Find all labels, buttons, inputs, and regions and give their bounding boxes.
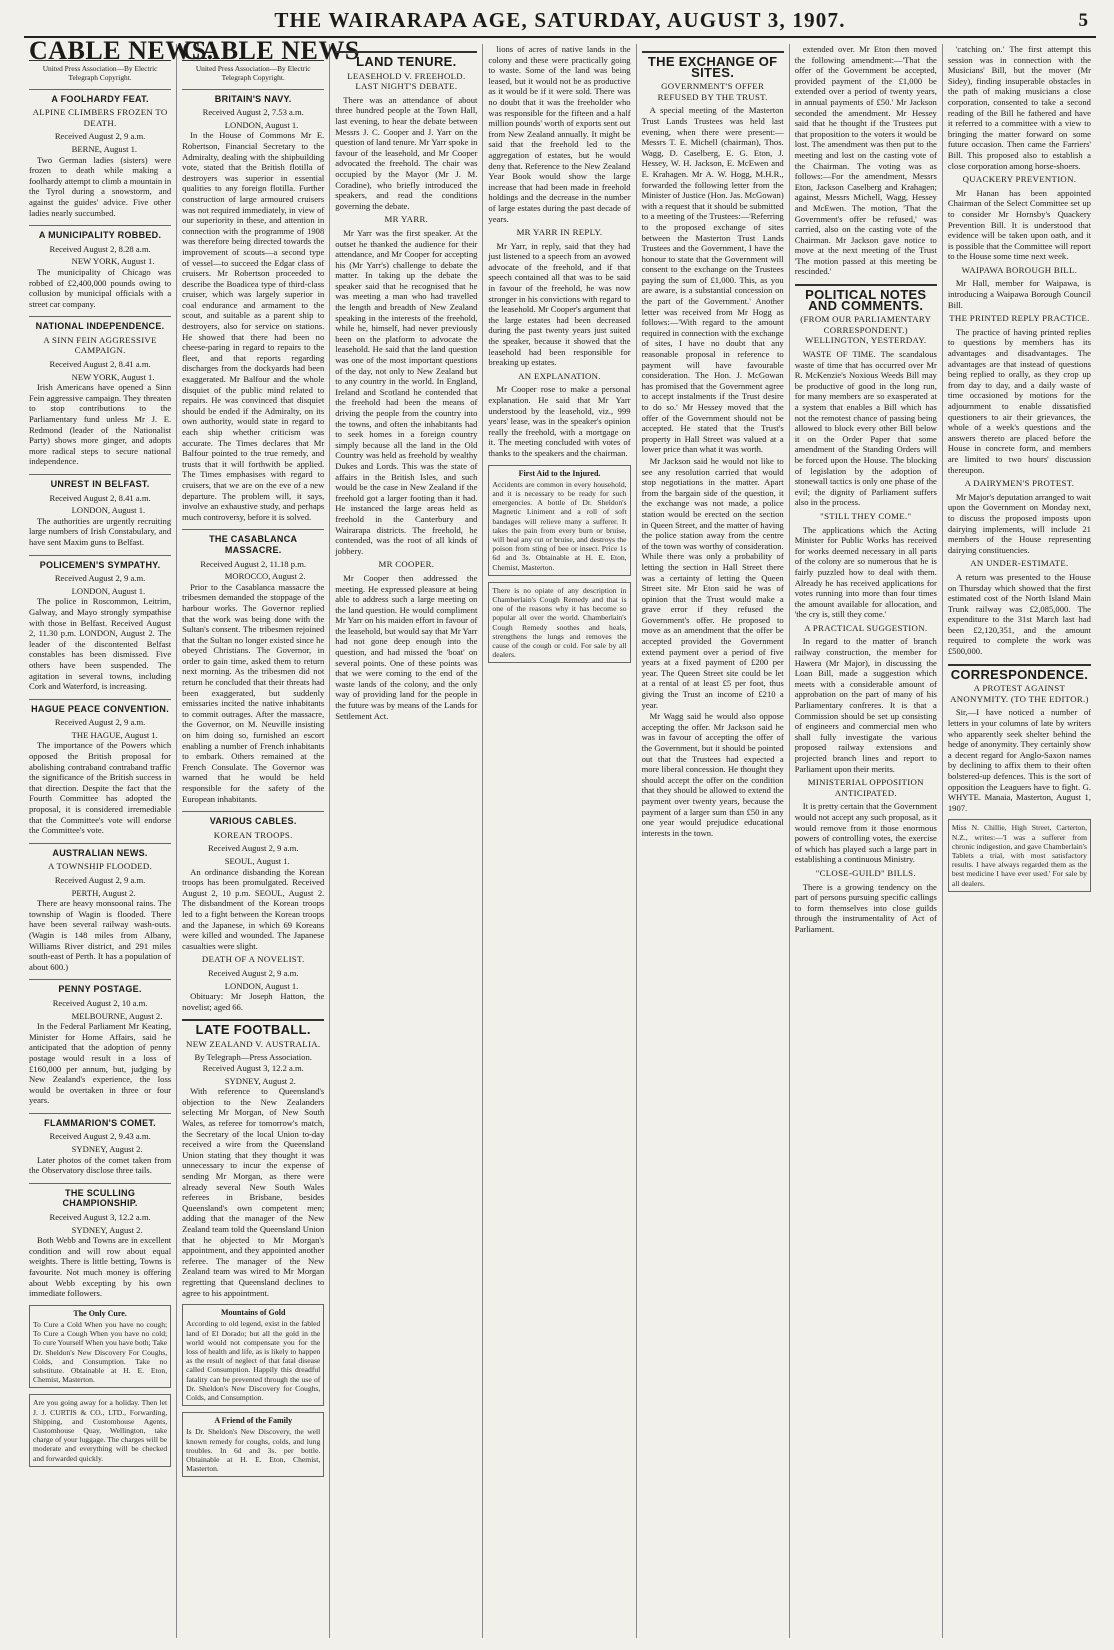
- advertisement-text: Is Dr. Sheldon's New Discovery, the well known remedy for coughs, colds, and lung troubles. In 6d and 3s. per bottle. Obtainable at H. E. Eton, Chemist, Masterton.: [186, 1427, 321, 1474]
- story-dateline-place: THE HAGUE, August 1.: [71, 729, 158, 740]
- story-received-date: Received August 2, 8.28 a.m.: [49, 243, 151, 254]
- story-subheading: MR YARR IN REPLY.: [516, 227, 603, 238]
- story-subheading: MR COOPER.: [378, 559, 435, 570]
- story-paragraph: Mr Yarr was the first speaker. At the outset he thanked the audience for their attendance, and Mr Cooper for accepting his (Mr Yarr's) challenge to debate the matter. In taking up the debate the speaker said that he recognised that he was meeting a man who had travelled the length and breadth of New Zealand speaking in the interests of the freehold, while he, himself, had never previously been on the platform to advocate the leasehold. He said that the land question was one of the most important questions of the day, not only to New Zealand but to any country in the world. In England, Ireland and Scotland he contended that the freehold had been the means of driving the people from the country into the towns, and often the inhabitants had to seek homes in a foreign country simply because all the land in the Old Country was held as freehold by wealthy Dukes and Lords. This was the state of affairs in the British Isles, and such would be the case in New Zealand if the freehold got a larger footing than it had. He instanced the large areas held as freehold in the Canterbury and Wairarapa districts. The freehold, he contended, was the root of all kinds of jobbery.: [335, 227, 478, 556]
- story-paragraph: The police in Roscommon, Leitrim, Galway, and Mayo strongly sympathise with those in Belfast. Received August 2, 11.30 p.m. LONDON, August 2. The leader of the discontented Belfast constables has been dismissed. Five others have been suspended. The agitation in several towns, including Cork and Waterford, is increasing.: [29, 596, 172, 692]
- story-received-date: Received August 2, 7.53 a.m.: [202, 107, 304, 118]
- story-received-date: Received August 2, 8.41 a.m.: [49, 359, 151, 370]
- story-paragraph: There are heavy monsoonal rains. The township of Wagin is flooded. There have been several railway wash-outs. (Wagin is 148 miles from Albany, Williams River district, and 291 miles south-east of Perth. It has a population of about 600.): [29, 898, 172, 972]
- story-headline: LAND TENURE.: [335, 51, 477, 68]
- story-headline: THE EXCHANGE OF SITES.: [642, 51, 784, 78]
- story-paragraph: Mr Hanan has been appointed Chairman of the Select Committee set up to consider Mr Hornsby's Quackery Prevention Bill. It is understood that evidence will be taken upon oath, and it is possible that the Committee will report to the House some time next week.: [947, 187, 1091, 262]
- story-paragraph: 'catching on.' The first attempt this session was in connection with the Musicians' Bill, but the mover (Mr Sidey), finding insuperable obstacles in the path of making musicians a close corporation, consented to take a second reading of the Bill he fathered and have it referred to a committee with a view to bringing the matter forward on some future occasion. Then came the Farriers' Bill. This proposed also to establish a close corporation among horse-shoers.: [947, 44, 1091, 171]
- advertisement: [29, 1305, 171, 1389]
- story-dateline-place: MELBOURNE, August 2.: [71, 1010, 163, 1021]
- column-7: [943, 44, 1096, 1638]
- story-dateline-place: LONDON, August 1.: [71, 585, 146, 596]
- column-2: [177, 36, 360, 1638]
- story-received-date: Received August 2, 10 a.m.: [52, 997, 148, 1008]
- story-headline: A FOOLHARDY FEAT.: [29, 89, 171, 105]
- story-body: [29, 267, 171, 309]
- story-body: [182, 867, 324, 952]
- story-body: [488, 44, 630, 224]
- story-body: [948, 188, 1091, 262]
- story-body: [948, 492, 1091, 556]
- masthead-title: THE WAIRARAPA AGE, SATURDAY, AUGUST 3, 1907.: [274, 8, 846, 32]
- story-received-date: By Telegraph—Press Association. Received August 3, 12.2 a.m.: [194, 1052, 312, 1074]
- story-body: [182, 1086, 324, 1298]
- story-subheading: LEASEHOLD V. FREEHOLD. LAST NIGHT'S DEBATE.: [347, 70, 466, 92]
- story-received-date: Received August 2, 11.18 p.m.: [200, 558, 307, 569]
- story-paragraph: With reference to Queensland's objection to the New Zealanders selecting Mr Morgan, of New South Wales, as referee for tomorrow's match, the Secretary of the local Union to-day received a wire from the Queensland Union stating that they thought it was unnecessary to incur the expense of sending Mr Morgan, as there were already several New South Wales referees in Brisbane, besides Queensland's own competent men; adding that the manager of the New Zealand team told the Queensland Union that he objected to Mr Morgan's appointment, and they appointed another referee. The manager of the New Zealand team was wired to Mr Morgan regretting that Queensland declines to agree to his appointment.: [182, 1086, 325, 1298]
- story-paragraph: In regard to the matter of branch railway construction, the member for Hawera (Mr Major), in discussing the Loan Bill, made a suggestion which meets with a considerable amount of approbation on the part of many of his Parliamentary confreres. It is that a Commission should be set up consisting of engineers and commercial men who shall fully investigate the various proposed railway extensions and projected branch lines and report to Parliament upon their merits.: [794, 636, 937, 774]
- story-headline: LATE FOOTBALL.: [182, 1019, 324, 1036]
- story-paragraph: Mr Hall, member for Waipawa, is introducing a Waipawa Borough Council Bill.: [947, 278, 1091, 310]
- story-dateline-place: SYDNEY, August 2.: [71, 1224, 143, 1235]
- story-subheading: A PROTEST AGAINST ANONYMITY. (TO THE EDITOR.): [950, 683, 1089, 704]
- story-body: [948, 707, 1091, 813]
- section-title: CABLE NEWS.: [29, 36, 214, 65]
- story-body: [29, 1021, 171, 1106]
- story-body: [29, 382, 171, 467]
- story-body: [795, 44, 937, 277]
- story-subheading: WAIPAWA BOROUGH BILL.: [961, 264, 1078, 275]
- column-3: [330, 44, 483, 1638]
- story-paragraph: Mr Cooper rose to make a personal explanation. He said that Mr Yarr understood by the leasehold, viz., 999 years' lease, was in the speaker's opinion really the freehold, with a mortgage on it. The meeting concluded with votes of thanks to the speakers and the chairman.: [488, 384, 631, 458]
- story-body: [795, 882, 937, 935]
- story-subheading: A DAIRYMEN'S PROTEST.: [964, 478, 1075, 489]
- story-headline: PENNY POSTAGE.: [29, 979, 171, 995]
- story-subheading: QUACKERY PREVENTION.: [962, 174, 1077, 185]
- story-paragraph: Both Webb and Towns are in excellent condition and will row about equal weights. There is little betting, Towns is favourite. Not much money is offering about Webb excepting by his own immediate followers.: [29, 1235, 172, 1299]
- story-paragraph: Mr Cooper then addressed the meeting. He expressed pleasure at being able to address such a large meeting on the land question. He would compliment Mr Yarr on his maiden effort in favour of the leasehold, but would say that Mr Yarr had not gone deep enough into the question, and had missed the 'boat' on several points. One of these points was that we were coming to the end of the waste lands of the colony, and the only way of providing land for the people in the future was by means of the Lands for Settlement Act.: [335, 572, 478, 721]
- story-headline: AUSTRALIAN NEWS.: [29, 843, 171, 859]
- story-received-date: Received August 2, 9 a.m.: [207, 843, 299, 854]
- story-headline: THE SCULLING CHAMPIONSHIP.: [29, 1183, 171, 1209]
- story-paragraph: The practice of having printed replies to questions by members has its advantages and disadvantages. The advantages are that instead of questions being replied to orally, as they crop up from day to day, and a daily waste of time occasioned by motions for the adjournment to enable dissatisfied questioners to air their grievances, the whole of a week's questions and the answers thereto are placed before the House in concrete form, and members are limited to two hours' discussion thereupon.: [947, 326, 1091, 475]
- story-headline: VARIOUS CABLES.: [182, 811, 324, 827]
- story-body: [795, 525, 937, 620]
- story-headline: THE CASABLANCA MASSACRE.: [182, 529, 324, 555]
- story-paragraph: In the Federal Parliament Mr Keating, Minister for Home Affairs, said he anticipated that the adoption of penny postage would result in a loss of £160,000 per annum, but, judging by New Zealand's experience, the loss would be overtaken in three or four years.: [29, 1021, 172, 1106]
- story-body: [948, 44, 1091, 171]
- story-subheading: MINISTERIAL OPPOSITION ANTICIPATED.: [807, 777, 924, 798]
- story-body: [29, 596, 171, 691]
- advertisement: [488, 582, 630, 664]
- story-paragraph: It is pretty certain that the Government would not accept any such proposal, as it would remove from it those enormous powers of controlling votes, the exercise of which has played such a large part in establishing a continuous Ministry.: [794, 801, 937, 865]
- story-subheading: AN EXPLANATION.: [518, 370, 601, 381]
- story-headline: CORRESPONDENCE.: [948, 664, 1091, 681]
- story-paragraph: Mr Major's deputation arranged to wait upon the Government on Monday next, to discuss the proposed imposts upon dairying implements, will include 21 members of the House representing dairying constituencies.: [947, 491, 1091, 555]
- column-4: [483, 44, 636, 1638]
- story-body: [182, 991, 324, 1012]
- story-body: [29, 740, 171, 835]
- story-dateline-place: SYDNEY, August 2.: [71, 1144, 143, 1155]
- story-body: [948, 278, 1091, 310]
- story-dateline-place: BERNE, August 1.: [71, 143, 138, 154]
- advertisement-heading: A Friend of the Family: [214, 1416, 293, 1426]
- story-subheading: ALPINE CLIMBERS FROZEN TO DEATH.: [32, 107, 168, 128]
- story-subheading: NEW ZEALAND V. AUSTRALIA.: [186, 1038, 321, 1049]
- advertisement-text: According to old legend, exist in the fabled land of El Dorado; but all the gold in the world would not compensate you for the loss of health and life, as is likely to happen as the result of neglect of that fatal disease called Consumption. Happily this dreadful fatality can be prevented through the use of Dr. Sheldon's New Discovery for Coughs, Colds, and Consumption.: [186, 1319, 321, 1402]
- story-body: [29, 898, 171, 972]
- story-received-date: Received August 2, 9 a.m.: [54, 131, 146, 142]
- section-title: CABLE NEWS: [182, 36, 360, 65]
- story-paragraph: Obituary: Mr Joseph Hatton, the novelist; aged 66.: [182, 991, 325, 1012]
- story-body: [182, 582, 324, 804]
- story-paragraph: An ordinance disbanding the Korean troops has been promulgated. Received August 2, 10 p.m. SEOUL, August 2. The disbandment of the Korean troops led to a fight between the Korean troops and the Japanese, in which 69 Koreans were killed and wounded. The Japanese casualties were slight.: [182, 866, 325, 951]
- story-body: [642, 456, 784, 710]
- story-subheading: GOVERNMENT'S OFFER REFUSED BY THE TRUST.: [657, 81, 768, 102]
- section-subtitle: United Press Association—By Electric Telegraph Copyright.: [42, 63, 158, 82]
- story-dateline-place: LONDON, August 1.: [71, 505, 146, 516]
- story-headline: POLICEMEN'S SYMPATHY.: [29, 555, 171, 571]
- story-body: [948, 327, 1091, 475]
- story-paragraph: Sir,—I have noticed a number of letters in your columns of late by writers who apparently seek shelter behind the hedge of anonymity. They certainly show a decent regard for Anglo-Saxon names by declining to affix them to their often bolstered-up defences. This is the sort of opposition the Leaguers have to fight. G. WHYTE. Manaia, Masterton, August 1, 1907.: [947, 707, 1091, 813]
- story-received-date: Received August 2, 9 a.m.: [54, 573, 146, 584]
- story-subheading: DEATH OF A NOVELIST.: [201, 954, 305, 965]
- story-headline: HAGUE PEACE CONVENTION.: [29, 699, 171, 715]
- story-paragraph: The applications which the Acting Minister for Public Works has received for works deemed necessary in all parts of the colony are so numerous that he is fairly puzzled how to deal with them. Already he has received applications for votes running into more than four times the amount available for allocation, and 'the cry is, still they come.': [794, 524, 937, 620]
- story-body: [29, 1155, 171, 1176]
- story-received-date: Received August 2, 9 a.m.: [54, 875, 146, 885]
- story-body: [948, 572, 1091, 657]
- story-body: [182, 130, 324, 522]
- story-body: [335, 95, 477, 212]
- story-paragraph: The municipality of Chicago was robbed of £2,400,000 pounds owing to collusion by municipal officials with a street car company.: [29, 266, 172, 309]
- story-headline: A MUNICIPALITY ROBBED.: [29, 225, 171, 241]
- story-subheading: "CLOSE-GUILD" BILLS.: [815, 867, 916, 878]
- story-body: [642, 711, 784, 838]
- advertisement: [948, 819, 1091, 891]
- story-received-date: Received August 2, 9 a.m.: [207, 967, 299, 978]
- story-subheading: (FROM OUR PARLIAMENTARY CORRESPONDENT.) WELLINGTON, YESTERDAY.: [800, 314, 932, 346]
- columns: [24, 36, 1096, 1638]
- story-received-date: Received August 2, 9.43 a.m.: [49, 1131, 151, 1142]
- story-body: [335, 228, 477, 556]
- story-paragraph: Mr Wagg said he would also oppose accepting the offer. Mr Jackson said he was in favour of accepting the offer of the Government, but it should be pointed out that the Trustees had expected a more liberal concession. He thought they should accept the offer on the condition that they should be allowed to extend the payment over twenty years, because the payment of a larger sum than £50 in any one year would prejudice educational interests in the town.: [641, 711, 784, 838]
- advertisement: [182, 1304, 324, 1406]
- story-paragraph: A return was presented to the House on Thursday which showed that the first estimated cost of the North Island Main Trunk railway was £2,085,000. The expenditure to the 31st March last had been £2,120,351, and the amount required to complete the work was £500,000.: [947, 571, 1091, 657]
- column-1: [24, 36, 214, 1638]
- advertisement: [488, 465, 630, 576]
- story-dateline-place: LONDON, August 1.: [224, 119, 299, 130]
- story-paragraph: extended over. Mr Eton then moved the following amendment:—'That the offer of the Government be accepted, provided payment of the £1,000 be extended over a period of twenty years, in annual payments of £50.' Mr Jackson seconded the amendment. Mr Hessey said that he thought if the Trustees put that proposition to the voters it would be lost. The amendment was then put to the meeting and lost on the casting vote of the Chairman. The voting was as follows:—For the amendment, Messrs Eton, Jackson Caselberg and Krahagen; against, Messrs Michell, Wagg, Hessey and McEwen. The motion, 'That the Government's offer be refused,' was carried, also on the casting vote of the Chairman. Mr Jackson gave notice to move at the next meeting of the Trust 'The motion passed at this meeting be rescinded.': [794, 44, 937, 277]
- story-paragraph: A special meeting of the Masterton Trust Lands Trustees was held last evening, when there were present:—Messrs T. E. Michell (chairman), Thos. Wagg, D. Caselberg, E. G. Eton, J. Hessey, W. H. Jackson, E. McEwen and E. Krahagen. Mr A. W. Hogg, M.H.R., forwarded the following letter from the Minister of Justice (Hon. Jas. McGowan) with a request that it should be submitted to a meeting of the Trustees:—'Referring to the proposed exchange of sites between the Masterton Trust Lands Trustees and the Government, I have the honour to state that the Government will consent to the exchange on the Trustees paying the sum of £1,000. This, as you are aware, is a substantial concession on the part of the Government.' Another letter was received from Mr Hogg as follows:—'With regard to the amount required in connection with the exchange of sites, I have no doubt that any reasonable proposal in reference to payment will have favourable consideration. The Hon. J. McGowan has promised that the Government agree to accept instalments if the Trust desire to do so.' Mr Hessey moved that the offer of the Government should not be accepted. He stated that the Trust's property in Hall Street was valued at a lower price than what it was worth.: [641, 105, 784, 455]
- story-subheading: "STILL THEY COME.": [820, 510, 912, 521]
- story-received-date: Received August 2, 9 a.m.: [54, 717, 146, 728]
- advertisement: [182, 1412, 324, 1477]
- story-body: [488, 384, 630, 458]
- story-paragraph: Prior to the Casablanca massacre the tribesmen demanded the stoppage of the harbour works. The Governor replied that the work was being done with the Sultan's consent. The tribesmen rejoined that the Sultan no longer existed since he obeyed Christians. The Governor, in order to gain time, asked them to return next morning. As the tribesmen did not return he concluded that their threats had been exaggerated, but suddenly emissaries incited the native inhabitants to commit outrages. After the massacre, the Governor, on M. Neuville insisting on him doing so, furnished an escort enabling a number of French inhabitants to embark. Others remained at the French Consulate. The Governor was warned that he would be held responsible for the safety of the European inhabitants.: [182, 581, 325, 804]
- story-received-date: Received August 2, 8.41 a.m.: [49, 492, 151, 503]
- story-paragraph: There is a growing tendency on the part of persons pursuing specific callings to form themselves into close guilds through the instrumentality of Act of Parliament.: [794, 881, 937, 934]
- story-paragraph: WASTE OF TIME. The scandalous waste of time that has occurred over Mr R. McKenzie's Noxious Weeds Bill may be productive of good in the long run, for many members are so exasperated at a system that enables a Bill which has not the remotest chance of passing being allowed to block every other Bill below it on the Order Paper that some amendment of the Standing Orders will be forced upon the House. The blocking of legislation by the adoption of stonewall tactics is only one phase of the evil; the dignity of Parliament suffers also in the process.: [794, 349, 937, 508]
- story-paragraph: lions of acres of native lands in the colony and these were practically going to waste. Some of the land was being leased, but it would not be as productive as it would be if it were sold. There was no doubt that it was the freeholder who was responsible for the fifteen and a half million pounds' worth of exports sent out from New Zealand annually. It might be said that the freehold led to the aggregation of estates, but he would deny that. Reference to the New Zealand Year Book would show the large increase that had been made in freehold holdings and the decrease in the number of large estates during the past decade of years.: [488, 44, 631, 224]
- story-paragraph: Mr Jackson said he would not like to see any resolution carried that would stop negotiations in the matter. Apart from the bargain side of the question, it the exchange was not made, a police station would be erected on the section in Queen Street, and the matter of having the police station away from the centre of the town was worthy of consideration. While there was only a probability of letting the section in Hall Street there was a certainty of letting the Queen Street site. Mr Eton said he was of opinion that the Trust would make a grave error if they refused the Government's offer. He proposed to move as an amendment that the offer be accepted provided the Government extend payment over a period of five years at a fixed payment of £200 per year. The Queen Street site could be let at a rental of at least £5 per foot, thus giving the Trust an income of £210 a year.: [641, 455, 784, 710]
- story-paragraph: The authorities are urgently recruiting large numbers of Irish Constabulary, and have sent Maxim guns to Belfast.: [29, 515, 172, 547]
- story-paragraph: Mr Yarr, in reply, said that they had just listened to a speech from an avowed advocate of the freehold, and if that speech contained all that was to be said in favour of the freehold, he was now stronger in his convictions with regard to the leasehold. Mr Cooper's argument that the large estates had been decreased during the past twenty years just suited the speaker, because it showed that the leasehold had been responsible for breaking up estates.: [488, 240, 631, 368]
- story-headline: FLAMMARION'S COMET.: [29, 1113, 171, 1129]
- story-paragraph: There was an attendance of about three hundred people at the Town Hall, last evening, to hear the debate between Messrs J. C. Cooper and J. Yarr on the question of land tenure. Mr Yarr spoke in favour of the leasehold, and Mr Cooper advocated the freehold. The chair was occupied by the Mayor (Mr J. M. Coradine), who briefly introduced the speakers, and read the conditions governing the debate.: [335, 94, 478, 211]
- masthead: [24, 8, 1096, 38]
- story-subheading: KOREAN TROOPS.: [213, 829, 293, 840]
- story-received-date: Received August 3, 12.2 a.m.: [49, 1212, 151, 1223]
- section-subtitle: United Press Association—By Electric Telegraph Copyright.: [195, 63, 311, 82]
- story-headline: UNREST IN BELFAST.: [29, 474, 171, 490]
- story-paragraph: Later photos of the comet taken from the Observatory disclose three tails.: [29, 1154, 172, 1176]
- story-dateline-place: NEW YORK, August 1.: [71, 371, 155, 382]
- advertisement-text: There is no opiate of any description in Chamberlain's Cough Remedy and that is one of the reasons why it has become so popular all over the world. Chamberlain's Cough Remedy soothes and heals, strengthens the lungs and removes the cause of the cough or cold. For sale by all dealers.: [492, 585, 627, 660]
- story-dateline-place: SYDNEY, August 2.: [224, 1075, 296, 1086]
- story-subheading: A SINN FEIN AGGRESSIVE CAMPAIGN.: [43, 334, 157, 356]
- column-5: [637, 44, 790, 1638]
- advertisement-heading: The Only Cure.: [73, 1308, 127, 1318]
- story-dateline-place: SEOUL, August 1.: [224, 855, 290, 866]
- story-body: [642, 105, 784, 455]
- story-subheading: MR YARR.: [384, 214, 429, 225]
- story-body: [795, 636, 937, 774]
- story-dateline-place: NEW YORK, August 1.: [71, 256, 155, 267]
- story-dateline-place: LONDON, August 1.: [224, 980, 299, 991]
- story-body: [335, 573, 477, 721]
- advertisement-heading: First Aid to the Injured.: [518, 468, 601, 478]
- advertisement-text: To Cure a Cold When you have no cough; To Cure a Cough When you have no cold; To cure Yourself When you have both; Take Dr. Sheldon's New Discovery For Coughs, Colds, and Consumption. Take no substitute. Obtainable at H. E. Eton, Chemist, Masterton.: [33, 1319, 168, 1385]
- story-headline: NATIONAL INDEPENDENCE.: [29, 316, 171, 332]
- story-dateline-place: PERTH, August 2.: [71, 887, 136, 898]
- page-number: 5: [1078, 10, 1088, 31]
- story-paragraph: In the House of Commons Mr E. Robertson, Financial Secretary to the Admiralty, dealing with the shipbuilding vote, stated that the British flotilla of destroyers was superior in essential qualities to any foreign flotilla. Further construction of large armoured cruisers was not required immediately, in view of our superiority in these, and attention in connection with the programme of 1908 was therefore being directed towards the improvement of scouts—a second type of vessel—to succeed the Edgar class of cruisers. Mr Robertson proceeded to describe the Boadicea type of third-class cruiser, which was largely superior in coal endurance and armament to the scout, and suitable as a parent ship to destroyers, also for service on stations. He showed that there had been no cheese-paring in regard to repairs to the fleet, and that reports regarding discharges from the dockyards had been exaggerated. Mr Balfour and the whole disquiet of the public mind related to repairs. He was convinced that disquiet should be ended if the Admiralty, on its own authority, would state in regard to each ship whether criticism was accurate. The Times declares that Mr Balfour pointed to the true remedy, and trusts that it will forthwith be applied. The Times emphasises with regard to cruisers, that we are on the eve of a new departure. The problem will, it says, involve an exhaustive study, and perhaps much controversy, before it is solved.: [182, 130, 325, 522]
- story-body: [29, 516, 171, 548]
- story-body: [795, 349, 937, 508]
- story-body: [29, 1235, 171, 1299]
- advertisement-text: Miss N. Chillie, High Street, Carterton, N.Z., writes:—'I was a sufferer from chronic indigestion, and gave Chamberlain's Tablets a trial, with most satisfactory results. I have always regarded them as the best medicine I have ever used.' For sale by all dealers.: [951, 823, 1087, 888]
- story-subheading: A TOWNSHIP FLOODED.: [48, 861, 153, 872]
- advertisement: [29, 1394, 171, 1466]
- story-subheading: THE PRINTED REPLY PRACTICE.: [949, 313, 1090, 324]
- column-6: [790, 44, 943, 1638]
- story-paragraph: Two German ladies (sisters) were frozen to death while making a foolhardy attempt to climb a mountain in the Tyrol during a snowstorm, and against the guides' advice. Five other ladies nearly succumbed.: [29, 154, 172, 218]
- story-paragraph: The importance of the Powers which opposed the British proposal for abolishing contraband contraband traffic the significance of the British success in that direction. Despite the fact that the Fourth Committee has adopted the proposal, it is considered irremediable that the Committee's vote will endorse the Committee's vote.: [29, 740, 172, 836]
- story-dateline-place: MOROCCO, August 2.: [224, 571, 306, 582]
- story-paragraph: Irish Americans have opened a Sinn Fein aggressive campaign. They threaten to stop contributions to the Parliamentary fund unless Mr J. E. Redmond (leader of the Nationalist Party) shows more ginger, and adopts more radical steps to secure national independence.: [29, 382, 172, 467]
- story-body: [488, 241, 630, 368]
- advertisement-heading: Mountains of Gold: [220, 1308, 286, 1318]
- advertisement-text: Accidents are common in every household, and it is necessary to be ready for such emergencies. A bottle of Dr. Sheldon's Magnetic Liniment and a roll of soft bandages will relieve many a sufferer. It takes the pain from every burn or bruise, will heal any cut or bruise, and destroys the poison from sting of bee or insect. Price 1s 6d and 3s. Obtainable at H. E. Eton, Chemist, Masterton.: [492, 479, 627, 572]
- story-body: [795, 801, 937, 865]
- story-body: [29, 155, 171, 219]
- story-headline: BRITAIN'S NAVY.: [182, 89, 324, 105]
- story-subheading: AN UNDER-ESTIMATE.: [970, 558, 1069, 569]
- story-headline: POLITICAL NOTES AND COMMENTS.: [795, 284, 937, 311]
- story-subheading: A PRACTICAL SUGGESTION.: [804, 622, 928, 633]
- advertisement-text: Are you going away for a holiday. Then let J. J. CURTIS & CO., LTD., Forwarding, Shipping, and Customhouse Agents, Customhouse Quay, Wellington, take charge of your luggage. The charges will be moderate and everything will be checked and forwarded quickly.: [33, 1398, 168, 1463]
